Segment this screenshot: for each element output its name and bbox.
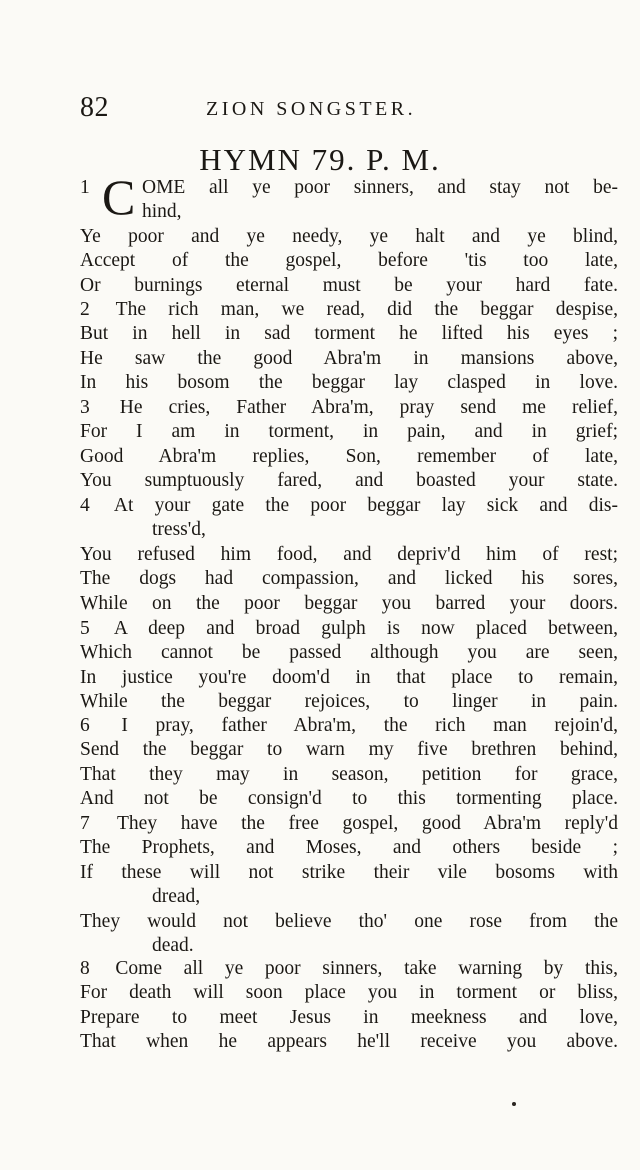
verse-line: That they may in season, petition for grace, [80,763,618,785]
verse-line: Ye poor and ye needy, ye halt and ye blind, [80,225,618,247]
verse-line: In his bosom the beggar lay clasped in love. [80,372,618,394]
verse-first-line [80,957,618,981]
verse-line-text: The rich man, we read, did the beggar despise, [115,299,618,320]
verse-2 [80,298,618,396]
verse-8 [80,957,618,1055]
drop-cap: C [102,169,136,225]
verse-number: 2 [80,299,90,320]
verse-line-text: A deep and broad gulph is now placed between, [113,618,618,639]
verse-line: While the beggar rejoices, to linger in pain. [80,691,618,713]
verse-line: And not be consign'd to this tormenting place. [80,788,618,810]
verse-6 [80,714,618,812]
verse-line-text: Come all ye poor sinners, take warning by this, [115,958,619,979]
verse-number: 7 [80,813,90,834]
verse-first-line [80,617,618,641]
verse-line: tress'd, [152,519,206,541]
verse-line: dead. [152,935,194,957]
verse-line: That when he appears he'll receive you above. [80,1031,618,1053]
verse-first-line [80,298,618,322]
verse-line: Good Abra'm replies, Son, remember of late, [80,445,618,467]
verse-number: 3 [80,397,90,418]
verse-line: OME all ye poor sinners, and stay not be- [142,177,618,198]
verse-first-line [80,812,618,836]
verse-line: Send the beggar to warn my five brethren behind, [80,739,618,761]
running-head [80,92,620,128]
verse-line: Or burnings eternal must be your hard fate. [80,274,618,296]
verse-line: Which cannot be passed although you are seen, [80,642,618,664]
verse-line: The Prophets, and Moses, and others beside ; [80,837,618,859]
verse-line: You sumptuously fared, and boasted your state. [80,470,618,492]
verse-number: 1 [80,177,90,198]
ink-speck [512,1102,516,1106]
verse-4 [80,494,618,616]
verse-line: dread, [152,886,201,908]
verse-first-line [80,494,618,518]
verse-line: If these will not strike their vile bosoms with [80,861,618,883]
verse-line-text: They have the free gospel, good Abra'm reply'd [117,813,618,834]
verse-5 [80,617,618,715]
verse-number: 8 [80,958,90,979]
hymn-title: HYMN 79. P. M. [199,142,441,177]
verse-line-text: At your gate the poor beggar lay sick and dis- [113,495,618,516]
verse-line: In justice you're doom'd in that place to remain, [80,666,618,688]
verse-line-text: He cries, Father Abra'm, pray send me relief, [119,397,618,418]
verse-line: For death will soon place you in torment or bliss, [80,982,618,1004]
verse-1 [80,169,618,298]
verse-7 [80,812,618,958]
verse-line: The dogs had compassion, and licked his sores, [80,568,618,590]
verse-3 [80,396,618,494]
verse-line: Accept of the gospel, before 'tis too late, [80,250,618,272]
running-title: ZION SONGSTER. [206,98,417,120]
page-number: 82 [80,92,109,123]
verse-line: While on the poor beggar you barred your doors. [80,592,618,614]
verse-number: 6 [80,715,90,736]
verse-first-line [80,714,618,738]
verse-line: They would not believe tho' one rose from the [80,910,618,932]
verse-line: Prepare to meet Jesus in meekness and love, [80,1006,618,1028]
verse-first-line [80,396,618,420]
verse-line: For I am in torment, in pain, and in grief; [80,421,618,443]
verse-line: He saw the good Abra'm in mansions above, [80,347,618,369]
verse-number: 5 [80,618,90,639]
verse-line-text: I pray, father Abra'm, the rich man rejoin'd, [121,715,618,736]
verse-number: 4 [80,495,90,516]
verse-line: hind, [142,201,182,223]
verse-line: You refused him food, and depriv'd him of rest; [80,543,618,565]
verse-line: But in hell in sad torment he lifted his eyes ; [80,323,618,345]
